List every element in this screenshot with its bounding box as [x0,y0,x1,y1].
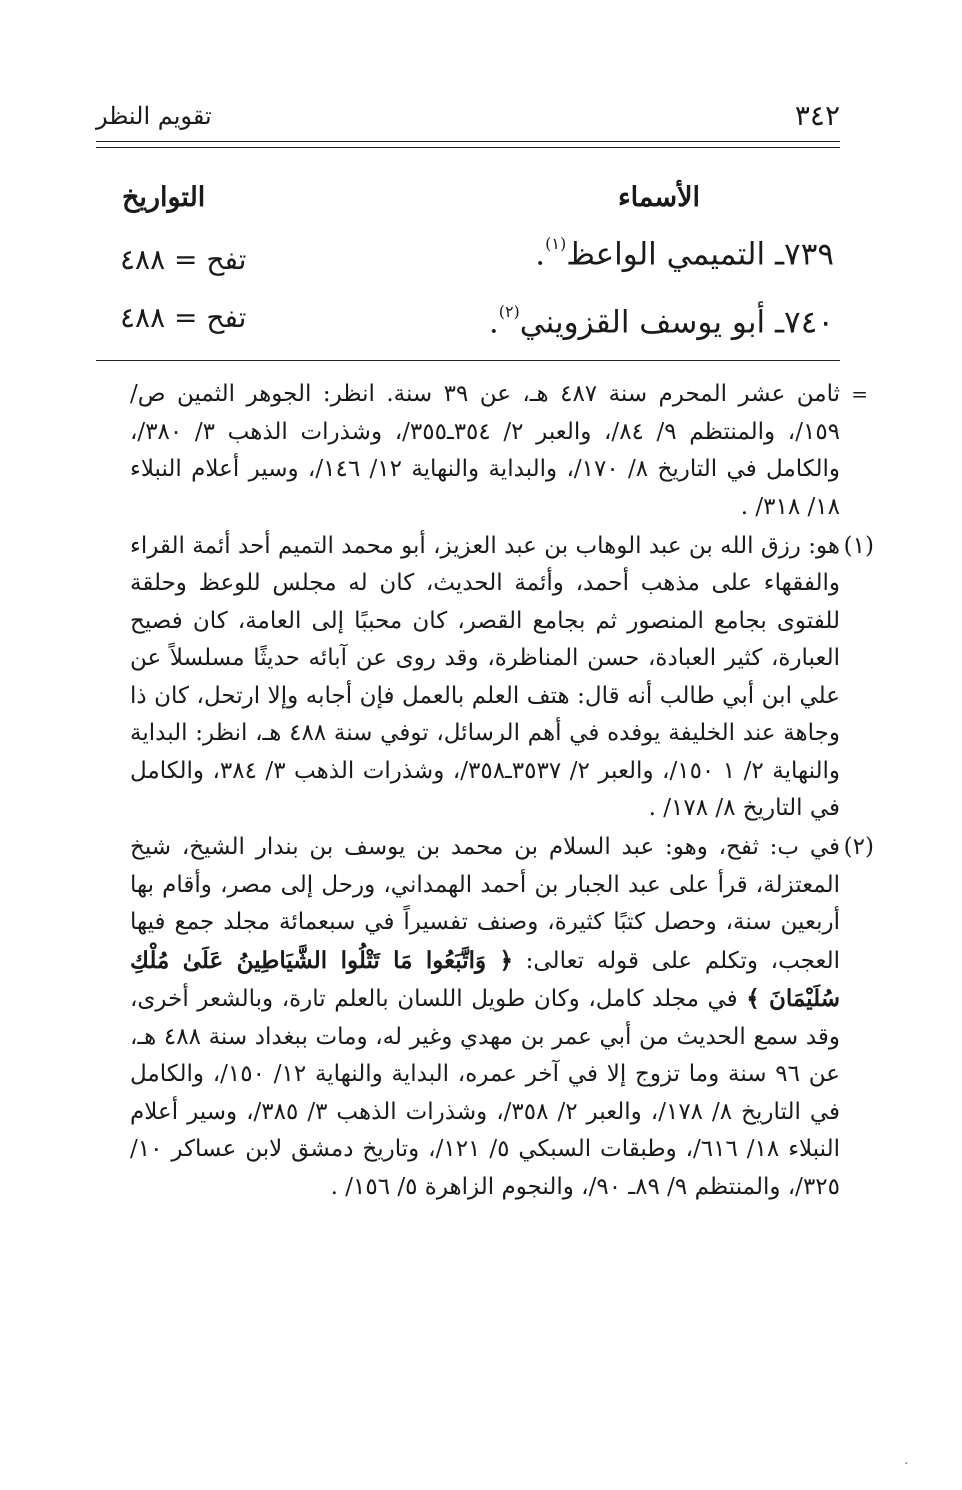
scan-speck: . [904,1452,909,1468]
footnote-marker-1: (١) [843,532,874,559]
footnote-marker-2: (٢) [843,834,874,860]
header-rule-top [96,141,840,142]
entry-name-739 [535,228,834,274]
book-title: تقويم النظر [96,102,212,130]
footnote-separator [96,360,840,361]
names-column-heading: الأسماء [617,182,700,213]
footnote-ref-2[interactable]: (٢) [498,302,520,321]
entry-name-740 [489,296,834,342]
entry-date-740: تفح = ٤٨٨ [120,301,247,334]
header-rule-bottom [96,147,840,148]
quran-quote: ﴿ وَاتَّبَعُوا مَا تَتْلُوا الشَّيَاطِينُ عَلَىٰ مُلْكِ سُلَيْمَانَ ﴾ [130,946,840,1012]
entry-name-text: ٧٤٠ـ أبو يوسف القزويني [519,304,834,341]
entry-end-punct: . [488,304,499,341]
entry-date-739: تفح = ٤٨٨ [120,243,247,276]
footnote-2 [130,829,874,1206]
footnote-text-before-quote: في ب: ثفح، وهو: عبد السلام بن محمد بن يوسف بن بندار الشيخ، شيخ المعتزلة، قرأ على عبد الجبار بن أحمد الهمداني، ورحل إلى مصر، وأقام بها أربعين سنة، وحصل كتبًا كثيرة، وصنف تفسيراً في سبعمائة مجلد جمع فيها العجب، وتكلم على قوله تعالى: [130,834,840,974]
footnote-text: ثامن عشر المحرم سنة ٤٨٧ هـ، عن ٣٩ سنة. انظر: الجوهر الثمين ص/ ١٥٩/، والمنتظم ٩/ ٨٤/، والعبر ٢/ ٣٥٤ـ٣٥٥/، وشذرات الذهب ٣/ ٣٨٠/، والكامل في التاريخ ٨/ ١٧٠/، والبداية والنهاية ١٢/ ١٤٦/، وسير أعلام النبلاء ١٨/ ٣١٨/ . [130,381,841,520]
entry-end-punct: . [535,236,546,273]
footnote-text-after-quote: في مجلد كامل، وكان طويل اللسان بالعلم تارة، وبالشعر أخرى، وقد سمع الحديث من أبي عمر بن مهدي وغير له، ومات ببغداد سنة ٤٨٨ هـ، عن ٩٦ سنة وما تزوج إلا في آخر عمره، البداية والنهاية ١٢/ ١٥٠/، والكامل في التاريخ ٨/ ١٧٨/، والعبر ٢/ ٣٥٨/، وشذرات الذهب ٣/ ٣٨٥/، وسير أعلام النبلاء ١٨/ ٦١٦/، وطبقات السبكي ٥/ ١٢١/، وتاريخ دمشق لابن عساكر ١٠/ ٣٢٥/، والمنتظم ٩/ ٨٩ـ ٩٠/، والنجوم الزاهرة ٥/ ١٥٦/ . [130,986,841,1200]
footnote-continuation [130,376,868,526]
footnotes [130,376,874,1208]
continuation-marker: = [851,382,868,406]
entry-name-text: ٧٣٩ـ التميمي الواعظ [566,236,834,273]
footnote-1 [130,528,874,828]
footnote-ref-1[interactable]: (١) [545,234,567,253]
page-number: ٣٤٢ [794,99,840,132]
running-head [96,98,840,134]
dates-column-heading: التواريخ [122,182,206,213]
footnote-text: هو: رزق الله بن عبد الوهاب بن عبد العزيز، أبو محمد التميم أحد أئمة القراء والفقهاء على مذهب أحمد، وأئمة الحديث، كان له مجلس للوعظ وحلقة للفتوى بجامع المنصور ثم بجامع القصر، كان محببًا إلى العامة، كان فصيح العبارة، كثير العبادة، حسن المناظرة، وقد روى عن آبائه حديثًا مسلسلاً عن علي ابن أبي طالب أنه قال: هتف العلم بالعمل فإن أجابه وإلا ارتحل، كان ذا وجاهة عند الخليفة يوفده في أهم الرسائل، توفي سنة ٤٨٨ هـ، انظر: البداية والنهاية ٢/ ١ ١٥٠/، والعبر ٢/ ٣٥٣٧ـ٣٥٨/، وشذرات الذهب ٣/ ٣٨٤، والكامل في التاريخ ٨/ ١٧٨/ . [130,532,841,821]
